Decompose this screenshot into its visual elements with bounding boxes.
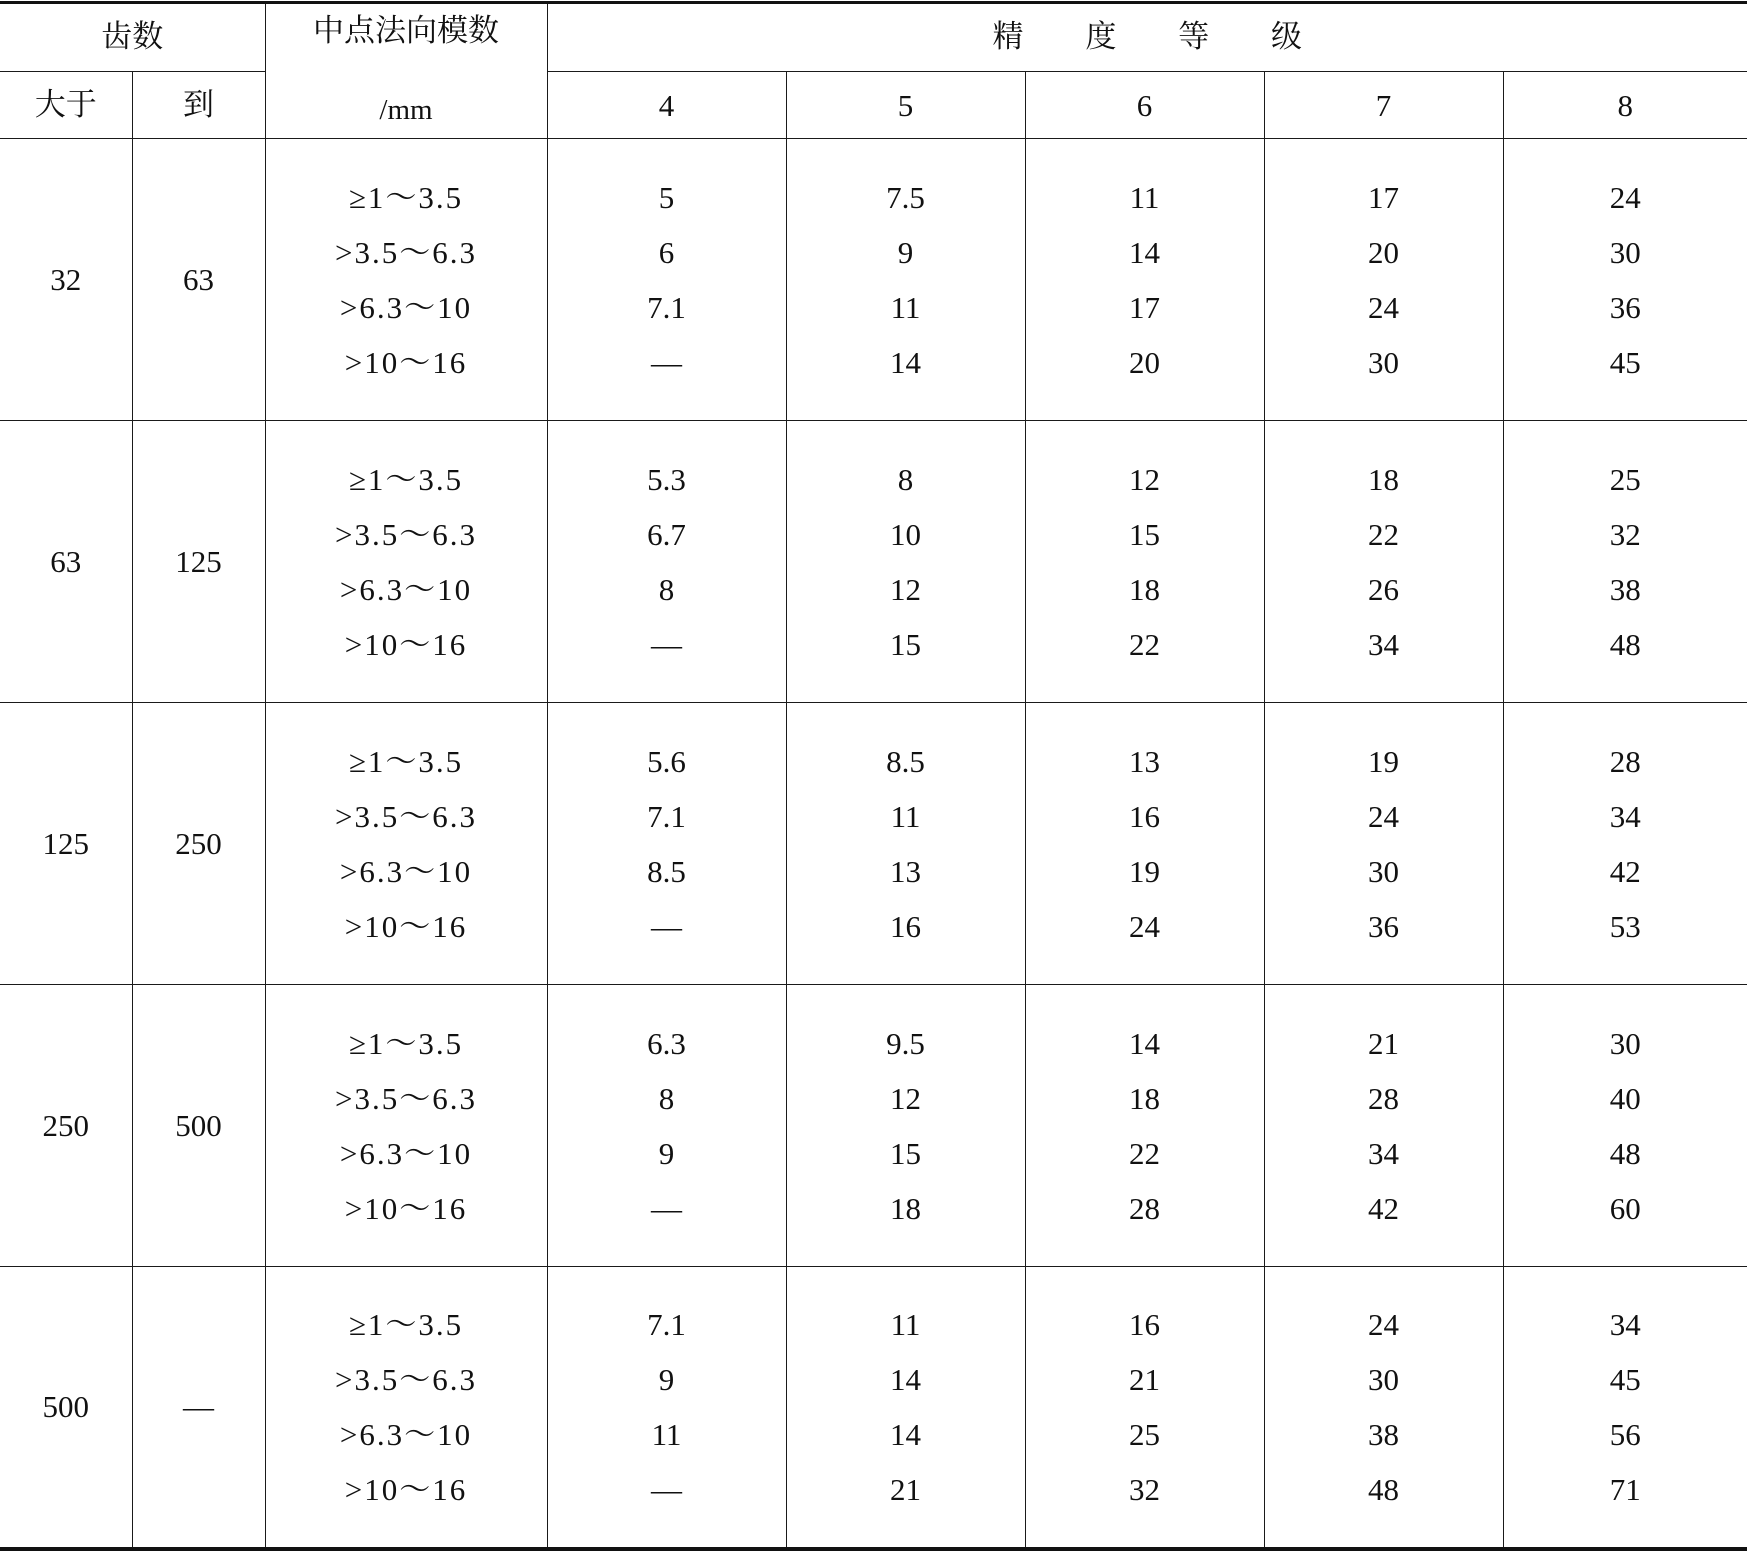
- module-range: ≥1～3.5: [266, 1016, 547, 1071]
- teeth-to-cell: 125: [132, 421, 265, 703]
- grade-7-cell: [1264, 421, 1503, 703]
- value: 20: [1026, 335, 1264, 390]
- header-module-unit: /mm: [266, 83, 547, 138]
- value: 18: [1026, 562, 1264, 617]
- value: 18: [1026, 1071, 1264, 1126]
- value: 40: [1504, 1071, 1747, 1126]
- header-module-label: 中点法向模数: [313, 13, 499, 49]
- grade-8-cell: [1503, 421, 1747, 703]
- table-row: [0, 985, 1747, 1267]
- module-cell: [265, 139, 547, 421]
- module-range: >6.3～10: [266, 1126, 547, 1181]
- value: 17: [1026, 280, 1264, 335]
- module-range: >3.5～6.3: [266, 507, 547, 562]
- value: 24: [1026, 899, 1264, 954]
- value: 7.1: [548, 789, 786, 844]
- module-range: >10～16: [266, 335, 547, 390]
- value: 14: [787, 1407, 1025, 1462]
- value: 34: [1265, 617, 1503, 672]
- value: 45: [1504, 1352, 1747, 1407]
- value: 25: [1504, 452, 1747, 507]
- value: 7.1: [548, 280, 786, 335]
- value: 15: [1026, 507, 1264, 562]
- value: 14: [787, 335, 1025, 390]
- value: 32: [1504, 507, 1747, 562]
- header-teeth: 齿数: [0, 3, 265, 72]
- grade-8-cell: [1503, 985, 1747, 1267]
- grade-6-cell: [1025, 703, 1264, 985]
- value: 5: [548, 170, 786, 225]
- value: 34: [1265, 1126, 1503, 1181]
- grade-6-cell: [1025, 985, 1264, 1267]
- module-range: >3.5～6.3: [266, 1352, 547, 1407]
- value: 9.5: [787, 1016, 1025, 1071]
- value: 36: [1504, 280, 1747, 335]
- value: 11: [787, 1297, 1025, 1352]
- grade-6-cell: [1025, 139, 1264, 421]
- value: 6.7: [548, 507, 786, 562]
- value: 22: [1026, 617, 1264, 672]
- header-teeth-from: 大于: [0, 72, 132, 139]
- value: 11: [548, 1407, 786, 1462]
- module-range: ≥1～3.5: [266, 170, 547, 225]
- value: 21: [787, 1462, 1025, 1517]
- value: 8: [787, 452, 1025, 507]
- value: 22: [1026, 1126, 1264, 1181]
- teeth-to-cell: 250: [132, 703, 265, 985]
- teeth-from-cell: 32: [0, 139, 132, 421]
- value: 30: [1265, 335, 1503, 390]
- value: 42: [1265, 1181, 1503, 1236]
- module-cell: [265, 1267, 547, 1549]
- header-teeth-to: 到: [132, 72, 265, 139]
- module-range: >10～16: [266, 1462, 547, 1517]
- value: 9: [548, 1126, 786, 1181]
- module-cell: [265, 421, 547, 703]
- value: 34: [1504, 789, 1747, 844]
- value: 22: [1265, 507, 1503, 562]
- module-cell: [265, 985, 547, 1267]
- value: 8: [548, 1071, 786, 1126]
- value: 25: [1026, 1407, 1264, 1462]
- value: 60: [1504, 1181, 1747, 1236]
- value: 48: [1265, 1462, 1503, 1517]
- teeth-to-cell: —: [132, 1267, 265, 1549]
- value: 14: [787, 1352, 1025, 1407]
- module-range: >6.3～10: [266, 280, 547, 335]
- teeth-from-cell: 500: [0, 1267, 132, 1549]
- grade-4-cell: [547, 139, 786, 421]
- header-row-2: [0, 72, 1747, 139]
- value: 12: [787, 1071, 1025, 1126]
- value: 13: [1026, 734, 1264, 789]
- teeth-from-cell: 250: [0, 985, 132, 1267]
- value: 21: [1026, 1352, 1264, 1407]
- value: 53: [1504, 899, 1747, 954]
- value: 19: [1026, 844, 1264, 899]
- value: 28: [1504, 734, 1747, 789]
- value: 16: [787, 899, 1025, 954]
- value: 30: [1504, 225, 1747, 280]
- value: 6: [548, 225, 786, 280]
- grade-5-cell: [786, 1267, 1025, 1549]
- module-range: >10～16: [266, 617, 547, 672]
- header-grade-5: 5: [786, 72, 1025, 139]
- module-range: >3.5～6.3: [266, 225, 547, 280]
- grade-4-cell: [547, 1267, 786, 1549]
- module-range: >3.5～6.3: [266, 789, 547, 844]
- value: 11: [787, 280, 1025, 335]
- value: 36: [1265, 899, 1503, 954]
- value: 11: [1026, 170, 1264, 225]
- value: 8.5: [548, 844, 786, 899]
- module-range: >6.3～10: [266, 1407, 547, 1462]
- module-range: >3.5～6.3: [266, 1071, 547, 1126]
- value: 8.5: [787, 734, 1025, 789]
- value: —: [548, 617, 786, 672]
- module-range: ≥1～3.5: [266, 734, 547, 789]
- value: 34: [1504, 1297, 1747, 1352]
- value: 24: [1265, 789, 1503, 844]
- value: 5.6: [548, 734, 786, 789]
- module-cell: [265, 703, 547, 985]
- grade-5-cell: [786, 703, 1025, 985]
- module-range: >10～16: [266, 899, 547, 954]
- value: 7.1: [548, 1297, 786, 1352]
- teeth-from-cell: 125: [0, 703, 132, 985]
- value: 28: [1026, 1181, 1264, 1236]
- teeth-to-cell: 63: [132, 139, 265, 421]
- grade-6-cell: [1025, 1267, 1264, 1549]
- grade-5-cell: [786, 139, 1025, 421]
- value: 12: [1026, 452, 1264, 507]
- value: 18: [787, 1181, 1025, 1236]
- value: 32: [1026, 1462, 1264, 1517]
- value: 56: [1504, 1407, 1747, 1462]
- value: 71: [1504, 1462, 1747, 1517]
- grade-6-cell: [1025, 421, 1264, 703]
- value: 9: [787, 225, 1025, 280]
- grade-7-cell: [1264, 139, 1503, 421]
- grade-7-cell: [1264, 985, 1503, 1267]
- value: 14: [1026, 225, 1264, 280]
- table-row: [0, 139, 1747, 421]
- grade-4-cell: [547, 421, 786, 703]
- value: 45: [1504, 335, 1747, 390]
- table-row: [0, 703, 1747, 985]
- table-row: [0, 421, 1747, 703]
- module-range: ≥1～3.5: [266, 452, 547, 507]
- value: —: [548, 335, 786, 390]
- module-range: >10～16: [266, 1181, 547, 1236]
- module-range: >6.3～10: [266, 562, 547, 617]
- value: 5.3: [548, 452, 786, 507]
- header-module: [265, 3, 547, 139]
- grade-8-cell: [1503, 139, 1747, 421]
- grade-8-cell: [1503, 1267, 1747, 1549]
- value: 16: [1026, 1297, 1264, 1352]
- value: 12: [787, 562, 1025, 617]
- value: 6.3: [548, 1016, 786, 1071]
- header-grade: [547, 3, 1747, 72]
- value: 9: [548, 1352, 786, 1407]
- header-grade-7: 7: [1264, 72, 1503, 139]
- value: 21: [1265, 1016, 1503, 1071]
- value: 38: [1504, 562, 1747, 617]
- value: 18: [1265, 452, 1503, 507]
- module-range: ≥1～3.5: [266, 1297, 547, 1352]
- grade-8-cell: [1503, 703, 1747, 985]
- teeth-from-cell: 63: [0, 421, 132, 703]
- tolerance-table: [0, 1, 1747, 1551]
- value: 30: [1504, 1016, 1747, 1071]
- value: 7.5: [787, 170, 1025, 225]
- grade-4-cell: [547, 703, 786, 985]
- grade-5-cell: [786, 985, 1025, 1267]
- teeth-to-cell: 500: [132, 985, 265, 1267]
- header-row-1: [0, 3, 1747, 72]
- value: 20: [1265, 225, 1503, 280]
- value: 24: [1265, 1297, 1503, 1352]
- value: 14: [1026, 1016, 1264, 1071]
- value: 17: [1265, 170, 1503, 225]
- grade-5-cell: [786, 421, 1025, 703]
- value: 30: [1265, 844, 1503, 899]
- value: 15: [787, 1126, 1025, 1181]
- value: 48: [1504, 1126, 1747, 1181]
- header-grade-label: 精 度 等 级: [966, 19, 1328, 55]
- grade-7-cell: [1264, 1267, 1503, 1549]
- header-grade-8: 8: [1503, 72, 1747, 139]
- value: —: [548, 1181, 786, 1236]
- value: 24: [1504, 170, 1747, 225]
- grade-7-cell: [1264, 703, 1503, 985]
- value: 19: [1265, 734, 1503, 789]
- value: 8: [548, 562, 786, 617]
- value: —: [548, 899, 786, 954]
- value: 24: [1265, 280, 1503, 335]
- value: 42: [1504, 844, 1747, 899]
- value: 15: [787, 617, 1025, 672]
- value: 13: [787, 844, 1025, 899]
- value: 30: [1265, 1352, 1503, 1407]
- value: 11: [787, 789, 1025, 844]
- grade-4-cell: [547, 985, 786, 1267]
- value: —: [548, 1462, 786, 1517]
- header-grade-4: 4: [547, 72, 786, 139]
- value: 28: [1265, 1071, 1503, 1126]
- table-row: [0, 1267, 1747, 1549]
- value: 26: [1265, 562, 1503, 617]
- value: 16: [1026, 789, 1264, 844]
- value: 38: [1265, 1407, 1503, 1462]
- module-range: >6.3～10: [266, 844, 547, 899]
- value: 10: [787, 507, 1025, 562]
- header-grade-6: 6: [1025, 72, 1264, 139]
- value: 48: [1504, 617, 1747, 672]
